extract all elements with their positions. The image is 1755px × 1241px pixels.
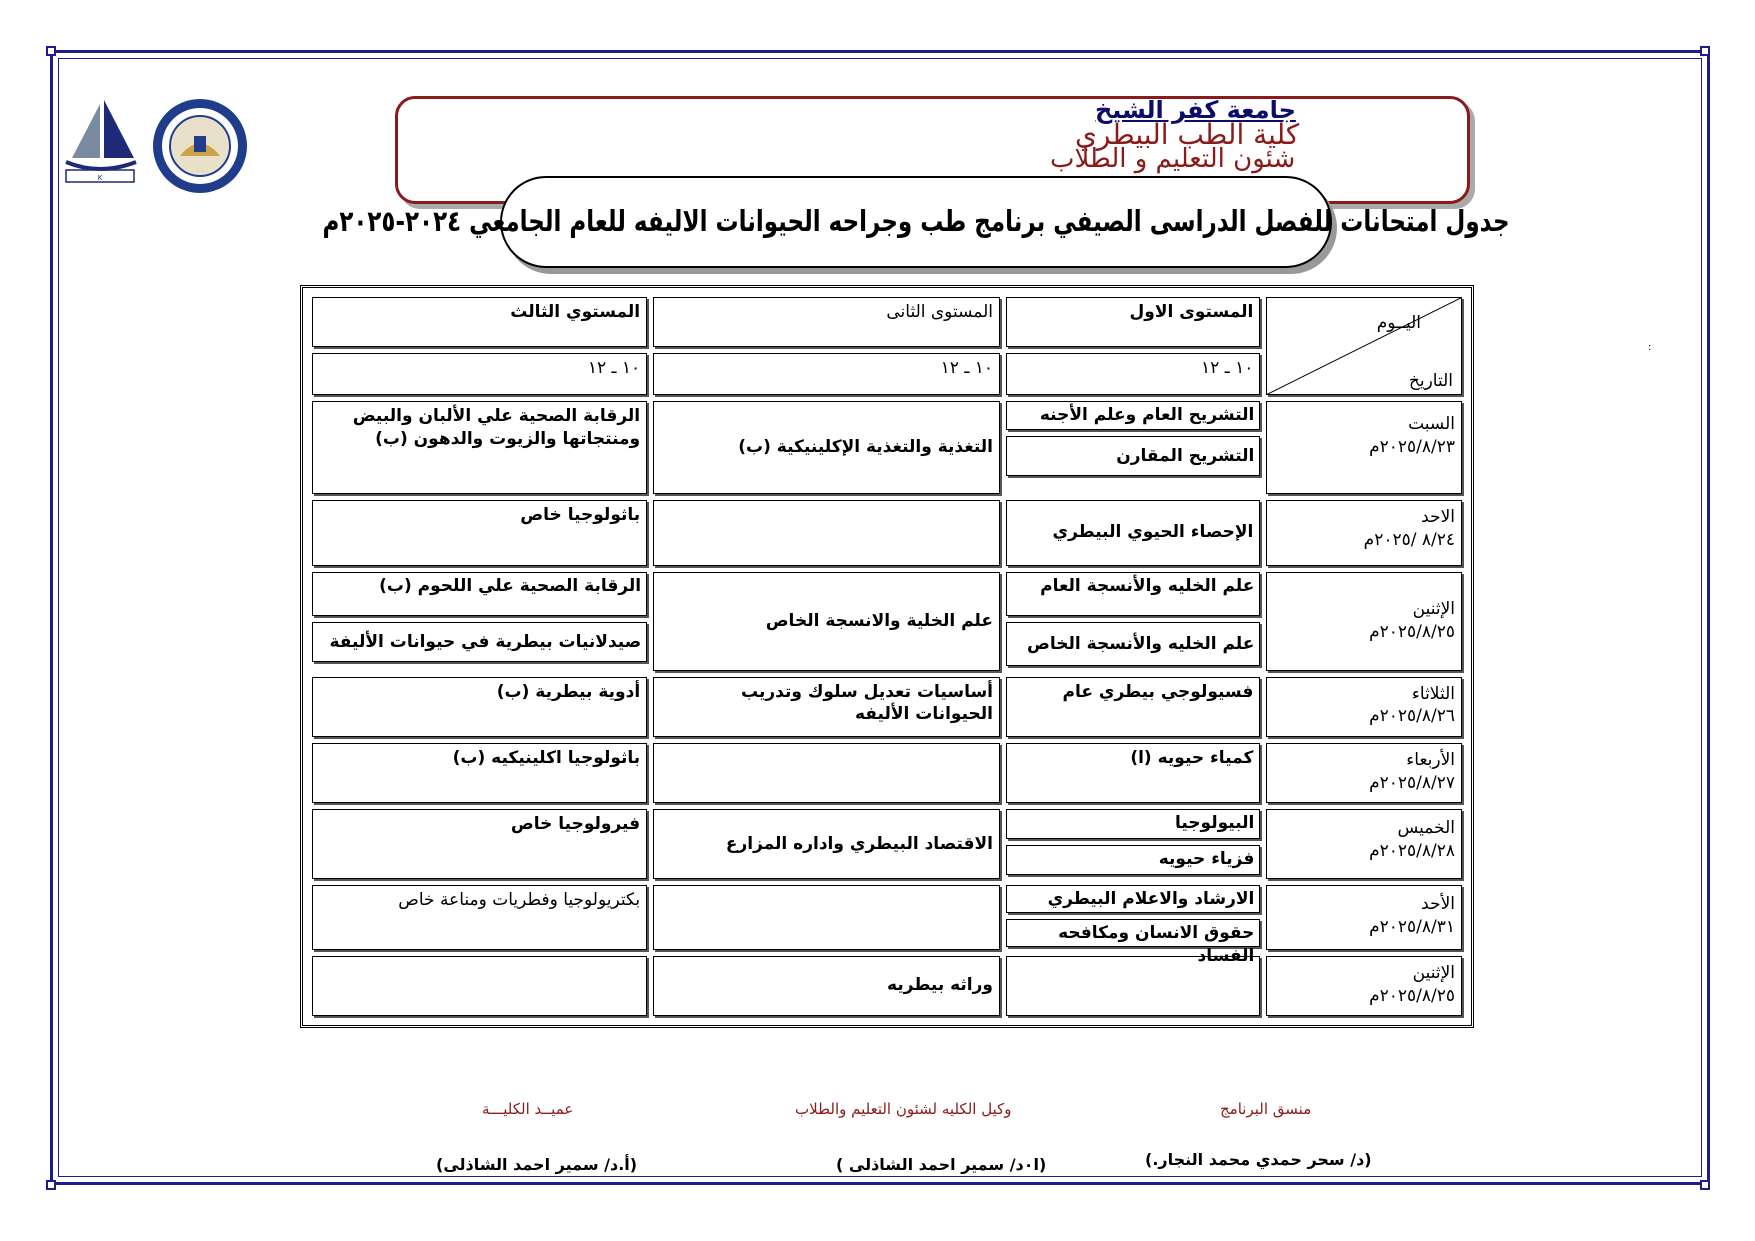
table-row [312,572,1462,670]
level-1-cell: فسيولوجي بيطري عام [1006,677,1260,737]
day-cell: الخميس ٢٠٢٥/٨/٢٨م [1266,809,1462,879]
signature-role: منسق البرنامج [1220,1100,1312,1118]
signature-name: (ا٠د/ سمير احمد الشاذلى ) [836,1155,1047,1174]
level-1-cell: التشريح العام وعلم الأجنه التشريح المقارن [1006,401,1260,493]
table-row [312,885,1462,949]
level-1-cell: البيولوجيا فزياء حيويه [1006,809,1260,879]
level-1-header: المستوى الاول [1006,297,1260,347]
level-2-cell: علم الخلية والانسجة الخاص [653,572,1000,670]
table-row [312,401,1462,493]
time-slot: ١٠ ـ ١٢ [653,353,1000,395]
signature-name: (د/ سحر حمدي محمد النجار.) [1145,1150,1372,1169]
header-corner-cell [1266,297,1462,395]
day-cell: الثلاثاء ٢٠٢٥/٨/٢٦م [1266,677,1462,737]
level-3-header: المستوي الثالث [312,297,647,347]
level-3-cell: أدوية بيطرية (ب) [312,677,647,737]
corner-date-label: التاريخ [1408,371,1453,391]
day-cell: الأربعاء ٢٠٢٥/٨/٢٧م [1266,743,1462,803]
stray-mark: : [1648,342,1652,353]
svg-text:K: K [97,174,103,182]
day-cell: الإثنين ٢٠٢٥/٨/٢٥م [1266,572,1462,670]
frame-corner [1700,46,1710,56]
sail-logo-icon [60,96,140,190]
schedule-title: جدول امتحانات للفصل الدراسى الصيفي برنامج طب وجراحه الحيوانات الاليفه للعام الجامعي ٢٠٢٤-٢٠٢٥م [322,205,1510,239]
signature-role: وكيل الكليه لشئون التعليم والطلاب [795,1100,1012,1118]
time-slot: ١٠ ـ ١٢ [312,353,647,395]
level-3-cell: فيرولوجيا خاص [312,809,647,879]
day-cell: الإثنين ٢٠٢٥/٨/٢٥م [1266,956,1462,1016]
level-1-cell: علم الخليه والأنسجة العام علم الخليه والأنسجة الخاص [1006,572,1260,670]
exam-schedule-table [300,285,1474,1028]
level-2-cell [653,885,1000,949]
level-3-cell: الرقابة الصحية علي الألبان والبيض ومنتجاتها والزيوت والدهون (ب) [312,401,647,493]
signature-role: عميــد الكليـــة [482,1100,574,1118]
level-2-cell [653,743,1000,803]
level-3-cell: باثولوجيا اكلينيكيه (ب) [312,743,647,803]
level-3-cell [312,956,647,1016]
day-cell: الاحد ٨/٢٤ /٢٠٢٥م [1266,500,1462,566]
table-row [312,500,1462,566]
university-name: جامعة كفر الشيخ [1095,96,1296,124]
table-row [312,956,1462,1016]
level-3-cell: باثولوجيا خاص [312,500,647,566]
faculty-name: كلية الطب البيطري [1075,118,1300,151]
level-3-cell: الرقابة الصحية علي اللحوم (ب) صيدلانيات بيطرية في حيوانات الأليفة [312,572,647,670]
frame-corner [46,1180,56,1190]
level-2-cell: وراثه بيطريه [653,956,1000,1016]
level-2-header: المستوى الثانى [653,297,1000,347]
signature-name: (أ.د/ سمير احمد الشاذلى) [436,1155,638,1174]
department-name: شئون التعليم و الطلاب [1050,144,1296,174]
level-2-cell [653,500,1000,566]
level-3-cell: بكتريولوجيا وفطريات ومناعة خاص [312,885,647,949]
schedule-title-box [322,176,1510,268]
day-cell: الأحد ٢٠٢٥/٨/٣١م [1266,885,1462,949]
corner-day-label: اليــوم [1376,313,1421,333]
level-2-cell: أساسيات تعديل سلوك وتدريب الحيوانات الأليفه [653,677,1000,737]
table-row [312,809,1462,879]
level-1-cell: كمياء حيويه (ا) [1006,743,1260,803]
frame-corner [1700,1180,1710,1190]
day-cell: السبت ٢٠٢٥/٨/٢٣م [1266,401,1462,493]
time-slot: ١٠ ـ ١٢ [1006,353,1260,395]
table-row [312,677,1462,737]
level-2-cell: الاقتصاد البيطري واداره المزارع [653,809,1000,879]
level-1-cell: الإحصاء الحيوي البيطري [1006,500,1260,566]
quality-seal-logo-icon [150,96,250,200]
level-1-cell: الارشاد والاعلام البيطري حقوق الانسان ومكافحه الفساد [1006,885,1260,949]
frame-corner [46,46,56,56]
table-row [312,743,1462,803]
level-2-cell: التغذية والتغذية الإكلينيكية (ب) [653,401,1000,493]
